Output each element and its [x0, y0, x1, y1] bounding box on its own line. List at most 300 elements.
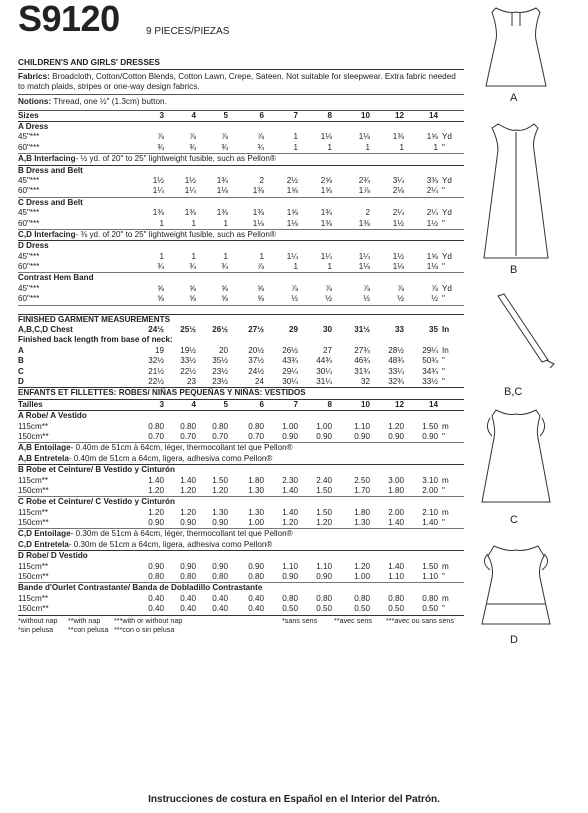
- cell-value: 1: [293, 142, 298, 152]
- unit-label: ": [442, 218, 445, 228]
- cell-value: 1: [433, 142, 438, 152]
- row-label: 150cm**: [18, 518, 49, 528]
- unit-label: m: [442, 475, 449, 485]
- unit-label: In: [442, 325, 450, 335]
- cell-value: 1.30: [248, 485, 264, 495]
- row-label: B: [18, 356, 24, 366]
- dress-sketch-d: [482, 546, 550, 624]
- cell-value: 2.50: [354, 475, 370, 485]
- cell-value: 1½: [392, 251, 404, 261]
- table-row: [18, 143, 464, 154]
- cell-value: 1.50: [422, 421, 438, 431]
- cell-value: 10: [360, 399, 370, 409]
- row-label: 45"***: [18, 251, 40, 261]
- cell-value: 0.90: [388, 431, 404, 441]
- cell-value: ⅝: [257, 294, 264, 304]
- cell-value: 0.80: [180, 421, 196, 431]
- cell-value: 33½: [422, 376, 438, 386]
- cell-value: 50¾: [422, 356, 438, 366]
- cell-value: 0.80: [212, 421, 228, 431]
- cell-value: ½: [363, 294, 370, 304]
- cell-value: 1: [399, 142, 404, 152]
- cell-value: 1.00: [282, 421, 298, 431]
- footnote-item: **with nap: [68, 615, 101, 625]
- cell-value: 1¼: [286, 251, 298, 261]
- table-row: [18, 186, 464, 197]
- cell-value: 6: [259, 399, 264, 409]
- unit-label: Yd: [442, 251, 452, 261]
- cell-value: ⅝: [189, 283, 196, 293]
- cell-value: 0.50: [316, 604, 332, 614]
- cell-value: 0.90: [282, 572, 298, 582]
- cell-value: 29: [288, 325, 298, 335]
- cell-value: ⅝: [157, 294, 164, 304]
- cell-value: 2¼: [426, 186, 438, 196]
- cell-value: 1⅛: [426, 262, 438, 272]
- cell-value: ⅝: [157, 283, 164, 293]
- cell-value: 0.50: [388, 604, 404, 614]
- cell-value: 1.40: [148, 475, 164, 485]
- cell-value: 1¾: [320, 208, 332, 218]
- cell-value: 1⅜: [152, 208, 164, 218]
- table-row: [18, 367, 464, 377]
- cell-value: 1.10: [316, 561, 332, 571]
- cell-value: 1.20: [354, 561, 370, 571]
- cell-value: 1.10: [282, 561, 298, 571]
- unit-label: ": [442, 294, 445, 304]
- unit-label: m: [442, 421, 449, 431]
- cell-value: 1.30: [354, 518, 370, 528]
- footnote-item: *sin pelusa: [18, 624, 54, 634]
- cell-value: 2¼: [426, 208, 438, 218]
- cell-value: 0.80: [180, 572, 196, 582]
- cell-value: 1¾: [216, 175, 228, 185]
- cell-value: 0.90: [148, 561, 164, 571]
- cell-value: 8: [327, 399, 332, 409]
- table-row: [18, 252, 464, 262]
- group-title: Bande d'Ourlet Contrastante/ Banda de Dobladillo Contrastante: [18, 583, 263, 593]
- interfacing-note: [18, 154, 464, 165]
- cell-value: 0.80: [354, 593, 370, 603]
- cell-value: 19: [154, 345, 164, 355]
- group-title: B Dress and Belt: [18, 165, 83, 175]
- cell-value: 0.80: [388, 593, 404, 603]
- cell-value: ⅞: [189, 132, 196, 142]
- cell-value: 1⅞: [358, 186, 370, 196]
- cell-value: 1⅝: [286, 208, 298, 218]
- cell-value: 0.40: [180, 593, 196, 603]
- note-label: C,D Interfacing: [18, 229, 76, 239]
- cell-value: 37½: [248, 356, 264, 366]
- cell-value: ¾: [189, 142, 196, 152]
- table-row: [18, 284, 464, 294]
- note-label: C,D Entoilage: [18, 529, 71, 539]
- cell-value: 12: [394, 110, 404, 120]
- cell-value: 27½: [248, 325, 264, 335]
- entoilage-note: [18, 540, 464, 551]
- cell-value: ¾: [221, 262, 228, 272]
- cell-value: 0.80: [316, 593, 332, 603]
- table-row: [18, 219, 464, 230]
- cell-value: 22½: [148, 376, 164, 386]
- row-label: 60"***: [18, 186, 40, 196]
- cell-value: 1¼: [184, 186, 196, 196]
- cell-value: 1.30: [212, 507, 228, 517]
- group-title: B Robe et Ceinture/ B Vestido y Cinturón: [18, 465, 175, 475]
- cell-value: ¾: [221, 142, 228, 152]
- cell-value: 1: [191, 251, 196, 261]
- dress-sketch-c: [482, 410, 550, 502]
- cell-value: 0.40: [248, 604, 264, 614]
- cell-value: 0.90: [180, 518, 196, 528]
- unit-label: ": [442, 572, 445, 582]
- cell-value: 0.80: [422, 593, 438, 603]
- cell-value: 7: [293, 399, 298, 409]
- yardage-table-english: [18, 111, 464, 306]
- cell-value: 1⅛: [252, 218, 264, 228]
- cell-value: 1: [159, 218, 164, 228]
- unit-label: ": [442, 142, 445, 152]
- cell-value: ⅞: [397, 283, 404, 293]
- cell-value: 23½: [212, 366, 228, 376]
- view-label-d: D: [510, 634, 518, 646]
- cell-value: 1.20: [282, 518, 298, 528]
- unit-label: ": [442, 262, 445, 272]
- cell-value: 35½: [212, 356, 228, 366]
- cell-value: 0.40: [248, 593, 264, 603]
- cell-value: 0.80: [148, 572, 164, 582]
- pattern-number: S9120: [18, 0, 120, 39]
- cell-value: 0.90: [212, 518, 228, 528]
- table-row: [18, 422, 464, 432]
- cell-value: 1¼: [320, 251, 332, 261]
- cell-value: 0.50: [282, 604, 298, 614]
- unit-label: m: [442, 593, 449, 603]
- cell-value: 48¾: [388, 356, 404, 366]
- unit-label: ": [442, 376, 445, 386]
- cell-value: ⅞: [157, 132, 164, 142]
- cell-value: 2.30: [282, 475, 298, 485]
- unit-label: Yd: [442, 175, 452, 185]
- note-label: C,D Entretela: [18, 539, 69, 549]
- cell-value: 1⅛: [392, 262, 404, 272]
- cell-value: 1.10: [388, 572, 404, 582]
- row-label: 45"***: [18, 208, 40, 218]
- group-title: D Robe/ D Vestido: [18, 551, 88, 561]
- cell-value: 0.70: [148, 431, 164, 441]
- pattern-title: CHILDREN'S AND GIRLS' DRESSES: [18, 57, 464, 70]
- cell-value: ⅞: [363, 283, 370, 293]
- cell-value: 32¾: [388, 376, 404, 386]
- spanish-instructions-note: Instrucciones de costura en Español en el Interior del Patrón.: [148, 794, 440, 805]
- cell-value: 0.90: [282, 431, 298, 441]
- notions-text: Thread, one ½" (1.3cm) button.: [53, 97, 167, 107]
- cell-value: ½: [431, 294, 438, 304]
- cell-value: ⅞: [221, 132, 228, 142]
- cell-value: 46¾: [354, 356, 370, 366]
- cell-value: 30¼: [316, 366, 332, 376]
- unit-label: m: [442, 507, 449, 517]
- cell-value: 1.40: [180, 475, 196, 485]
- cell-value: 1⅛: [320, 132, 332, 142]
- cell-value: 1: [327, 262, 332, 272]
- cell-value: 27: [322, 345, 332, 355]
- cell-value: 22½: [180, 366, 196, 376]
- note-text: - 0.30m de 51cm à 64cm, léger, thermocollant tel que Pellon®: [70, 529, 293, 539]
- footnotes: [18, 616, 464, 634]
- unit-label: ": [442, 431, 445, 441]
- cell-value: 0.90: [316, 431, 332, 441]
- cell-value: 0.80: [248, 572, 264, 582]
- cell-value: 1.20: [180, 485, 196, 495]
- chest-row: [18, 325, 464, 335]
- cell-value: 0.90: [148, 518, 164, 528]
- cell-value: 6: [259, 110, 264, 120]
- cell-value: 35: [428, 325, 438, 335]
- row-label: 150cm**: [18, 485, 49, 495]
- group-title: Contrast Hem Band: [18, 273, 94, 283]
- cell-value: 1.10: [354, 421, 370, 431]
- row-label: 45"***: [18, 132, 40, 142]
- cell-value: 0.50: [422, 604, 438, 614]
- cell-value: 21½: [148, 366, 164, 376]
- cell-value: 8: [327, 110, 332, 120]
- row-label: 115cm**: [18, 593, 48, 603]
- cell-value: 3¼: [392, 175, 404, 185]
- table-row: [18, 176, 464, 186]
- cell-value: 2.10: [422, 507, 438, 517]
- cell-value: 1⅝: [426, 251, 438, 261]
- cell-value: 24: [254, 376, 264, 386]
- row-label: 150cm**: [18, 572, 49, 582]
- cell-value: 1: [293, 262, 298, 272]
- cell-value: 1⅝: [426, 132, 438, 142]
- cell-value: ⅝: [221, 283, 228, 293]
- unit-label: ": [442, 356, 445, 366]
- cell-value: 1⅛: [216, 186, 228, 196]
- cell-value: 3: [159, 110, 164, 120]
- cell-value: 33: [394, 325, 404, 335]
- cell-value: 1.80: [354, 507, 370, 517]
- dress-sketch-a: [486, 8, 546, 86]
- cell-value: 1⅜: [252, 186, 264, 196]
- measurements-title: FINISHED GARMENT MEASUREMENTS: [18, 314, 170, 324]
- cell-value: 1.50: [212, 475, 228, 485]
- view-label-c: C: [510, 514, 518, 526]
- cell-value: 5: [223, 110, 228, 120]
- footnote-item: *sans sens: [282, 615, 318, 625]
- cell-value: 20½: [248, 345, 264, 355]
- row-label: 60"***: [18, 142, 40, 152]
- table-row: [18, 594, 464, 604]
- unit-label: ": [442, 366, 445, 376]
- table-row: [18, 486, 464, 497]
- table-row: [18, 262, 464, 273]
- row-label: A: [18, 345, 24, 355]
- cell-value: 26½: [282, 345, 298, 355]
- group-title: A Robe/ A Vestido: [18, 411, 87, 421]
- cell-value: ½: [397, 294, 404, 304]
- table-row: [18, 476, 464, 486]
- cell-value: 0.40: [212, 593, 228, 603]
- cell-value: ⅞: [431, 283, 438, 293]
- cell-value: 44¾: [316, 356, 332, 366]
- cell-value: 23½: [212, 376, 228, 386]
- unit-label: Yd: [442, 283, 452, 293]
- cell-value: 1.00: [316, 421, 332, 431]
- cell-value: 2⅛: [392, 186, 404, 196]
- cell-value: 2: [365, 208, 370, 218]
- cell-value: 1.70: [354, 485, 370, 495]
- note-label: A,B Entretela: [18, 453, 69, 463]
- cell-value: 1.20: [148, 485, 164, 495]
- cell-value: ½: [325, 294, 332, 304]
- note-text: - ⅜ yd. of 20" to 25" lightweight fusible, such as Pellon®: [75, 229, 276, 239]
- cell-value: 1.20: [148, 507, 164, 517]
- footnote-line-1: [18, 616, 464, 625]
- table-row: [18, 294, 464, 305]
- cell-value: 1½: [184, 175, 196, 185]
- cell-value: 1.40: [422, 518, 438, 528]
- cell-value: 0.70: [212, 431, 228, 441]
- row-label: 60"***: [18, 218, 40, 228]
- group-title: C Dress and Belt: [18, 197, 83, 207]
- row-label: 45"***: [18, 175, 40, 185]
- cell-value: 7: [293, 110, 298, 120]
- dress-sketch-b: [484, 124, 548, 258]
- cell-value: 2⅝: [320, 175, 332, 185]
- cell-value: 1: [159, 251, 164, 261]
- cell-value: 1.50: [316, 507, 332, 517]
- cell-value: 33¼: [388, 366, 404, 376]
- cell-value: 1⅜: [252, 208, 264, 218]
- cell-value: 31½: [354, 325, 370, 335]
- cell-value: 1.20: [212, 485, 228, 495]
- cell-value: 1.00: [248, 518, 264, 528]
- unit-label: Yd: [442, 132, 452, 142]
- table-row: [18, 377, 464, 388]
- cell-value: 5: [223, 399, 228, 409]
- back-length-title: Finished back length from base of neck:: [18, 335, 173, 345]
- cell-value: 1.80: [388, 485, 404, 495]
- cell-value: ¾: [157, 262, 164, 272]
- footnote-item: ***with or without nap: [114, 615, 183, 625]
- metric-table-title: ENFANTS ET FILLETTES: ROBES/ NIÑAS PEQUEÑAS Y NIÑAS: VESTIDOS: [18, 388, 464, 399]
- table-row: [18, 604, 464, 615]
- cell-value: 0.40: [180, 604, 196, 614]
- cell-value: 3⅜: [426, 175, 438, 185]
- cell-value: ⅝: [189, 294, 196, 304]
- cell-value: 1½: [152, 175, 164, 185]
- cell-value: 3.10: [422, 475, 438, 485]
- cell-value: 33½: [180, 356, 196, 366]
- fabrics-label: Fabrics:: [18, 72, 50, 81]
- cell-value: ⅞: [291, 283, 298, 293]
- cell-value: 0.40: [212, 604, 228, 614]
- cell-value: 4: [191, 110, 196, 120]
- cell-value: 1: [223, 251, 228, 261]
- group-title: A Dress: [18, 122, 49, 131]
- cell-value: 1.50: [316, 485, 332, 495]
- row-label: 150cm**: [18, 604, 49, 614]
- cell-value: 0.90: [316, 572, 332, 582]
- cell-value: ⅞: [257, 132, 264, 142]
- unit-label: ": [442, 186, 445, 196]
- cell-value: 2¼: [392, 208, 404, 218]
- cell-value: 2.00: [422, 485, 438, 495]
- footnote-item: **con pelusa: [68, 624, 109, 634]
- sizes-header-row: [18, 111, 464, 122]
- row-label: A,B,C,D Chest: [18, 325, 73, 335]
- cell-value: 1.20: [388, 421, 404, 431]
- view-label-bc: B,C: [504, 386, 523, 398]
- belt-sketch: [498, 294, 554, 368]
- cell-value: 12: [394, 399, 404, 409]
- footnote-item: ***avec ou sans sens: [386, 615, 454, 625]
- cell-value: 1⅛: [358, 132, 370, 142]
- entoilage-note: [18, 443, 464, 453]
- fabrics-paragraph: [18, 70, 464, 95]
- cell-value: 2: [259, 175, 264, 185]
- row-label: 115cm**: [18, 475, 48, 485]
- cell-value: ⅞: [325, 283, 332, 293]
- row-label: 60"***: [18, 262, 40, 272]
- row-label: 150cm**: [18, 431, 49, 441]
- cell-value: 1⅝: [320, 186, 332, 196]
- cell-value: 23: [186, 376, 196, 386]
- cell-value: 1: [327, 142, 332, 152]
- cell-value: 20: [218, 345, 228, 355]
- cell-value: 0.80: [148, 421, 164, 431]
- view-label-b: B: [510, 264, 518, 276]
- cell-value: 0.90: [180, 561, 196, 571]
- cell-value: 14: [428, 399, 438, 409]
- cell-value: ⅞: [257, 262, 264, 272]
- cell-value: 1½: [426, 218, 438, 228]
- cell-value: 2½: [286, 175, 298, 185]
- cell-value: 32½: [148, 356, 164, 366]
- cell-value: 30: [322, 325, 332, 335]
- cell-value: 29¼: [422, 345, 438, 355]
- footnote-item: **avec sens: [334, 615, 372, 625]
- garment-measurements: [18, 314, 464, 389]
- cell-value: 1⅜: [320, 218, 332, 228]
- footnote-item: *without nap: [18, 615, 58, 625]
- unit-label: Yd: [442, 208, 452, 218]
- cell-value: 1⅛: [358, 262, 370, 272]
- cell-value: 0.80: [212, 572, 228, 582]
- cell-value: 1⅜: [358, 218, 370, 228]
- cell-value: 1¼: [152, 186, 164, 196]
- cell-value: 1.50: [422, 561, 438, 571]
- table-row: [18, 518, 464, 529]
- entoilage-note: [18, 529, 464, 539]
- cell-value: 25½: [180, 325, 196, 335]
- row-label: C: [18, 366, 24, 376]
- row-label: 115cm**: [18, 421, 48, 431]
- cell-value: 34¾: [422, 366, 438, 376]
- note-label: A,B Interfacing: [18, 154, 76, 164]
- fabrics-text: Broadcloth, Cotton/Cotton Blends, Cotton Lawn, Crepe, Sateen. Not suitable for sleepwear. Extra fabric needed to match plaids, stripes or one-way design fabrics.: [18, 72, 456, 92]
- group-title: D Dress: [18, 241, 49, 251]
- cell-value: 4: [191, 399, 196, 409]
- cell-value: 0.40: [148, 604, 164, 614]
- table-row: [18, 208, 464, 218]
- cell-value: 2.40: [316, 475, 332, 485]
- cell-value: 1⅜: [392, 132, 404, 142]
- table-row: [18, 346, 464, 356]
- cell-value: 28½: [388, 345, 404, 355]
